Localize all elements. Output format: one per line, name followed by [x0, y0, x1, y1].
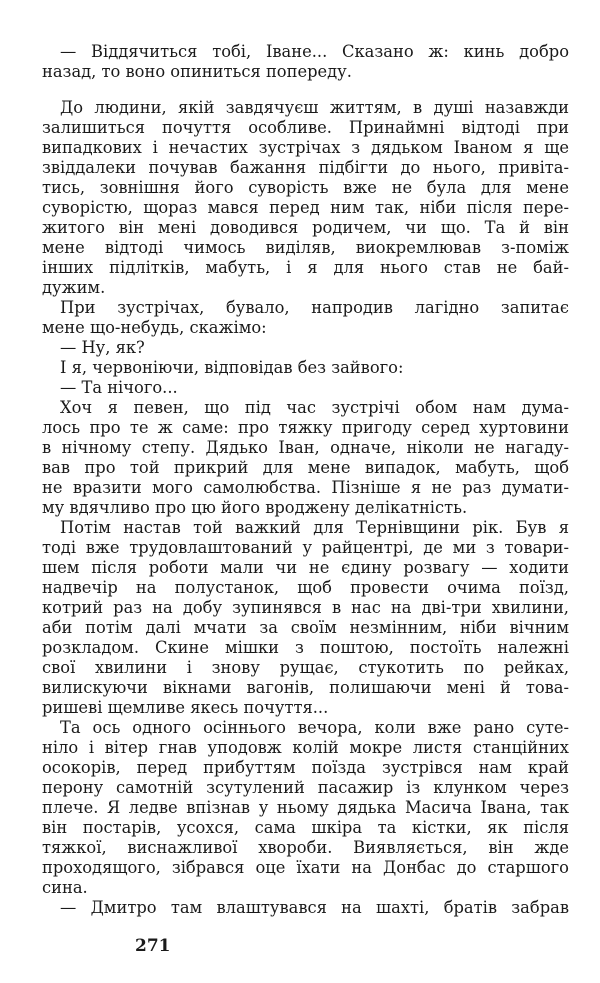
text-line: Та ось одного осіннього вечора, коли вже рано суте-: [60, 718, 569, 737]
paragraph: [42, 378, 569, 398]
paragraph: [42, 358, 569, 378]
text-line: мене що-небудь, скажімо:: [42, 318, 267, 337]
text-line: житого він мені доводився родичем, чи що. Та й він: [42, 218, 569, 237]
text-line: Хоч я певен, що під час зустрічі обом нам дума-: [60, 398, 569, 417]
text-line: тись, зовнішня його суворість вже не була для мене: [42, 178, 569, 197]
text-line: звіддалеки почував бажання підбігти до нього, привіта-: [42, 158, 569, 177]
text-line: Потім настав той важкий для Тернівщини рік. Був я: [60, 518, 569, 537]
text-line: назад, то воно опиниться попереду.: [42, 62, 352, 81]
paragraph: [42, 298, 569, 338]
text-line: сина.: [42, 878, 88, 897]
text-line: в нічному степу. Дядько Іван, одначе, ніколи не нагаду-: [42, 438, 569, 457]
text-line: — Дмитро там влаштувався на шахті, братів забрав: [60, 898, 569, 917]
paragraph: [42, 98, 569, 298]
text-line: перону самотній зсутулений пасажир із клунком через: [42, 778, 569, 797]
text-line: вилискуючи вікнами вагонів, полишаючи мені й това-: [42, 678, 569, 697]
text-line: мене відтоді чимось виділяв, виокремлював з-поміж: [42, 238, 569, 257]
text-line: плече. Я ледве впізнав у ньому дядька Масича Івана, так: [42, 798, 569, 817]
text-line: свої хвилини і знову рущає, стукотить по рейках,: [42, 658, 569, 677]
text-line: лось про те ж саме: про тяжку пригоду серед хуртовини: [42, 418, 569, 437]
text-line: — Ну, як?: [60, 338, 145, 357]
text-line: — Віддячиться тобі, Іване... Сказано ж: кинь добро: [60, 42, 569, 61]
text-line: тоді вже трудовлаштований у райцентрі, де ми з товари-: [42, 538, 569, 557]
paragraph: [42, 518, 569, 718]
page-text: [42, 42, 569, 918]
paragraph: [42, 718, 569, 898]
text-line: шем після роботи мали чи не єдину розвагу — ходити: [42, 558, 569, 577]
paragraph: [42, 398, 569, 518]
text-line: ніло і вітер гнав уподовж колій мокре листя станційних: [42, 738, 569, 757]
text-line: вав про той прикрий для мене випадок, мабуть, щоб: [42, 458, 569, 477]
text-line: випадкових і нечастих зустрічах з дядьком Іваном я ще: [42, 138, 569, 157]
text-line: інших підлітків, мабуть, і я для нього став не бай-: [42, 258, 569, 277]
text-line: тяжкої, виснажливої хвороби. Виявляється, він жде: [42, 838, 569, 857]
text-line: не вразити мого самолюбства. Пізніше я не раз думати-: [42, 478, 569, 497]
text-line: ришеві щемливе якесь почуття...: [42, 698, 329, 717]
paragraph: [42, 338, 569, 358]
page-number: 271: [135, 936, 171, 956]
text-line: аби потім далі мчати за своїм незмінним, ніби вічним: [42, 618, 569, 637]
text-line: І я, червоніючи, відповідав без зайвого:: [60, 358, 404, 377]
text-line: При зустрічах, бувало, напродив лагідно запитає: [60, 298, 569, 317]
text-line: залишиться почуття особливе. Принаймні відтоді при: [42, 118, 569, 137]
paragraph: [42, 42, 569, 82]
text-line: надвечір на полустанок, щоб провести очима поїзд,: [42, 578, 569, 597]
paragraph: [42, 898, 569, 918]
text-line: му вдячливо про цю його вроджену делікатність.: [42, 498, 468, 517]
text-line: дужим.: [42, 278, 106, 297]
text-line: проходящого, зібрався оце їхати на Донбас до старшого: [42, 858, 569, 877]
text-line: розкладом. Скине мішки з поштою, постоїть належні: [42, 638, 569, 657]
text-line: До людини, якій завдячуєш життям, в душі назавжди: [60, 98, 569, 117]
text-line: осокорів, перед прибуттям поїзда зустрівся нам край: [42, 758, 569, 777]
text-line: котрий раз на добу зупинявся в нас на дві-три хвилини,: [42, 598, 569, 617]
text-line: суворістю, щораз мався перед ним так, ніби після пере-: [42, 198, 569, 217]
text-line: — Та нічого...: [60, 378, 178, 397]
text-line: він постарів, усохся, сама шкіра та кістки, як після: [42, 818, 569, 837]
